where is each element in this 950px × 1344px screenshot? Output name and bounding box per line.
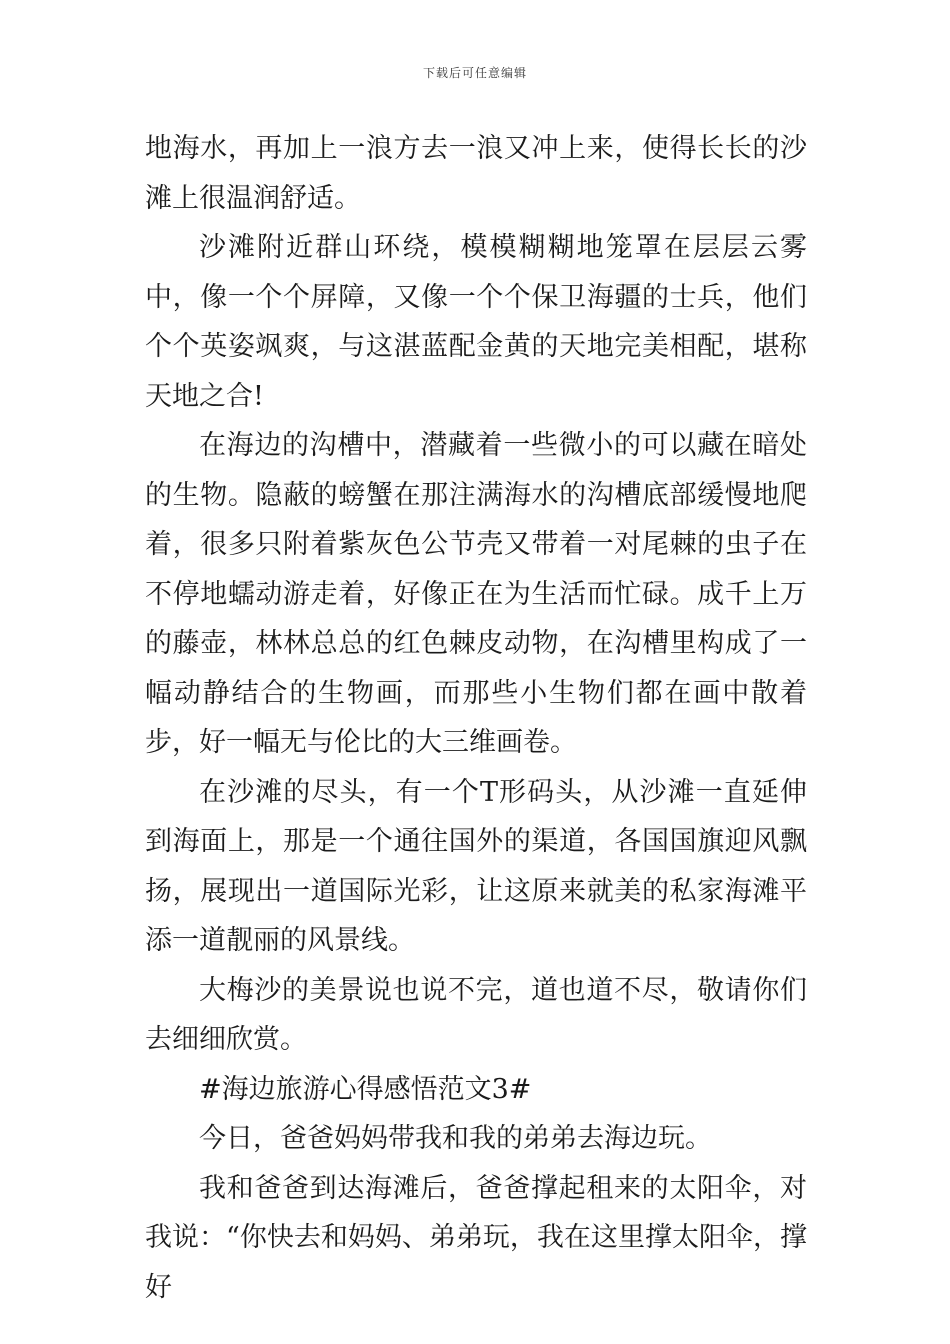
document-body	[145, 124, 807, 1312]
paragraph: 我和爸爸到达海滩后，爸爸撑起租来的太阳伞，对我说：“你快去和妈妈、弟弟玩，我在这里撑太阳伞，撑好	[145, 1172, 807, 1303]
paragraph: 今日，爸爸妈妈带我和我的弟弟去海边玩。	[199, 1123, 712, 1154]
paragraph: 地海水，再加上一浪方去一浪又冲上来，使得长长的沙滩上很温润舒适。	[145, 133, 807, 214]
paragraph: 大梅沙的美景说也说不完，道也道不尽，敬请你们去细细欣赏。	[145, 974, 807, 1055]
paragraph: 沙滩附近群山环绕，模模糊糊地笼罩在层层云雾中，像一个个屏障，又像一个个保卫海疆的士兵，他们个个英姿飒爽，与这湛蓝配金黄的天地完美相配，堪称天地之合!	[145, 232, 807, 412]
paragraph: 在沙滩的尽头，有一个T形码头，从沙滩一直延伸到海面上，那是一个通往国外的渠道，各国国旗迎风飘扬，展现出一道国际光彩，让这原来就美的私家海滩平添一道靓丽的风景线。	[145, 776, 807, 956]
header-note: 下载后可任意编辑	[422, 66, 527, 80]
section-heading: #海边旅游心得感悟范文3#	[199, 1073, 532, 1105]
paragraph: 在海边的沟槽中，潜藏着一些微小的可以藏在暗处的生物。隐蔽的螃蟹在那注满海水的沟槽底部缓慢地爬着，很多只附着紫灰色公节壳又带着一对尾棘的虫子在不停地蠕动游走着，好像正在为生活而忙碌。成千上万的藤壶，林林总总的红色棘皮动物，在沟槽里构成了一幅动静结合的生物画，而那些小生物们都在画中散着步，好一幅无与伦比的大三维画卷。	[145, 430, 807, 758]
